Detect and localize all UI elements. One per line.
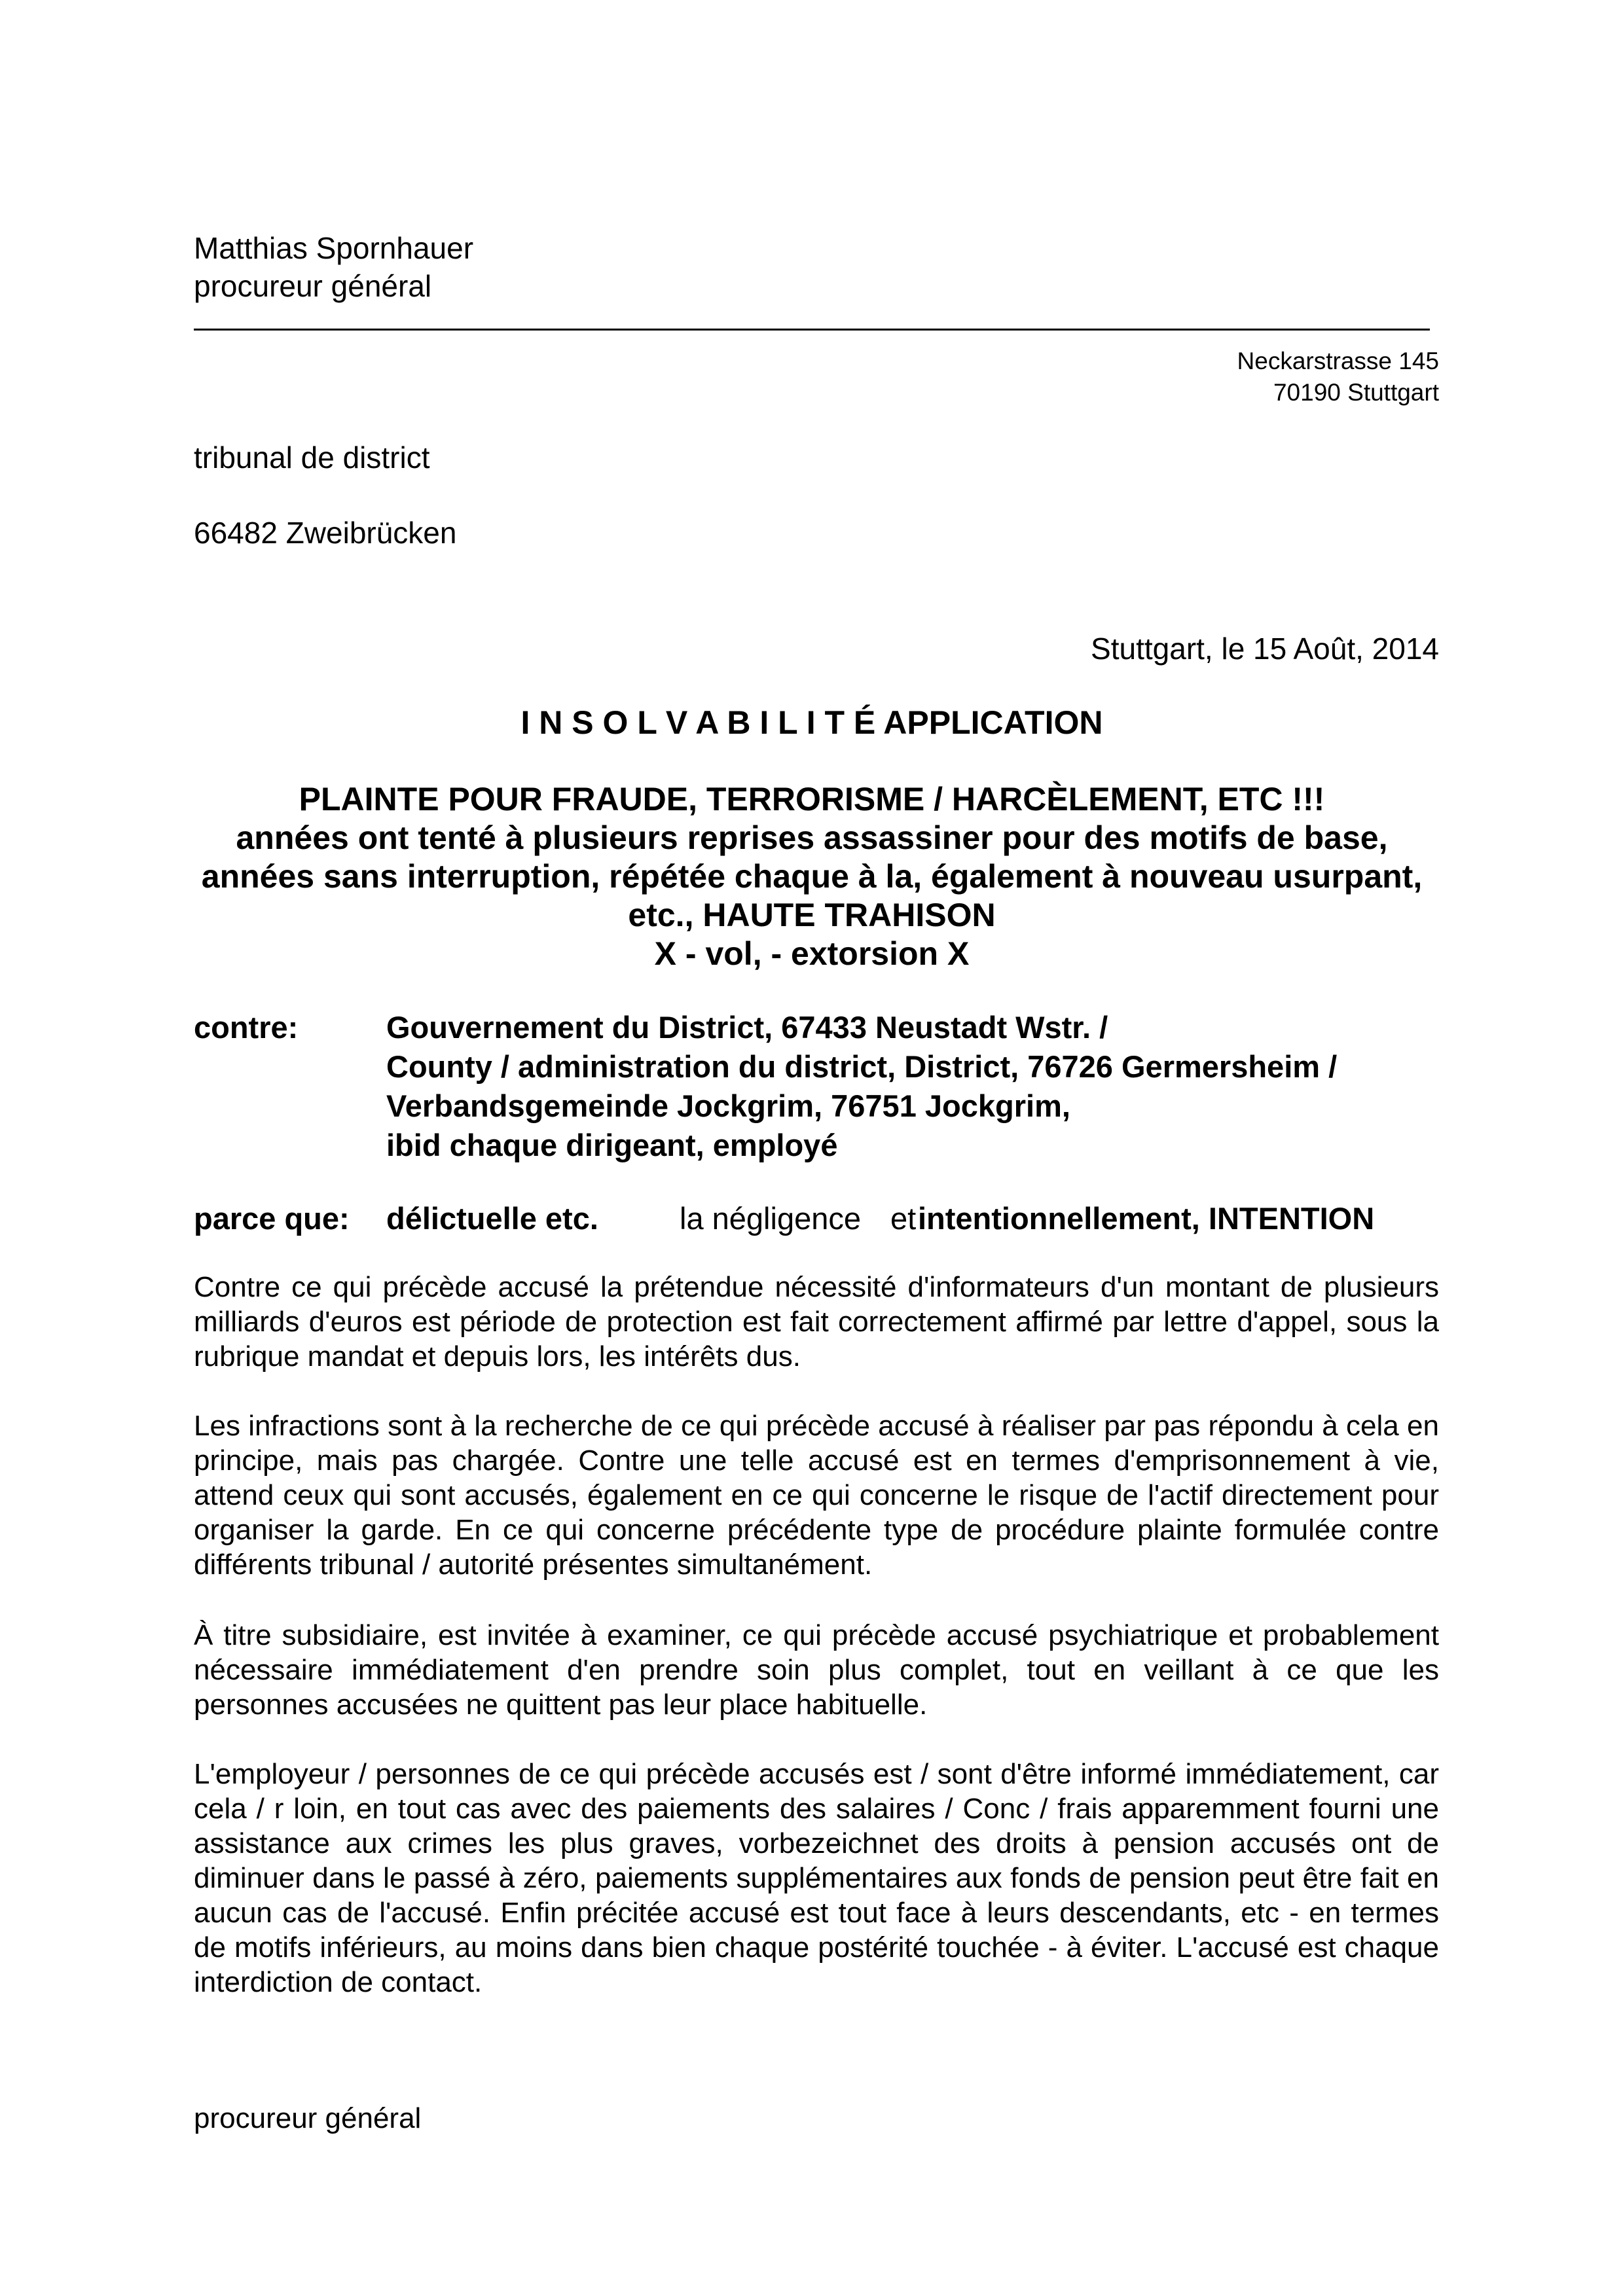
body-paragraph-1: Contre ce qui précède accusé la prétendue nécessité d'informateurs d'un montant de plusieurs milliards d'euros est période de protection est fait correctement affirmé par lettre d'appel, sous la rubrique mandat et depuis lors, les intérêts dus. xyxy=(194,1271,1439,1372)
contre-line: County / administration du district, District, 76726 Germersheim / xyxy=(386,1049,1338,1084)
body-paragraph-2: Les infractions sont à la recherche de ce qui précède accusé à réaliser par pas répondu à cela en principe, mais pas chargée. Contre une telle accusé est en termes d'emprisonnement à vie, attend ceux qui sont accusés, également en ce qui concerne le risque de l'actif directement pour organiser la garde. En ce qui concerne précédente type de procédure plainte formulée contre différents tribunal / autorité présentes simultanément. xyxy=(194,1410,1439,1581)
address-street: Neckarstrasse 145 xyxy=(1237,348,1439,374)
contre-line: Verbandsgemeinde Jockgrim, 76751 Jockgrim, xyxy=(386,1088,1070,1123)
body-paragraph-4: L'employeur / personnes de ce qui précède accusés est / sont d'être informé immédiatement, car cela / r loin, en tout cas avec des paiements des salaires / Conc / frais apparemment fourni une assistance aux crimes les plus graves, vorbezeichnet des droits à pension accusés ont de diminuer dans le passé à zéro, paiements supplémentaires aux fonds de pension peut être fait en aucun cas de l'accusé. Enfin précitée accusé est tout face à leurs descendants, etc - en termes de motifs inférieurs, au moins dans bien chaque postérité touchée - à éviter. L'accusé est chaque interdiction de contact. xyxy=(194,1758,1439,1998)
parceque-value: délictuelle etc. xyxy=(386,1201,598,1236)
sender-name: Matthias Spornhauer xyxy=(194,231,474,265)
subject-line: X - vol, - extorsion X xyxy=(654,935,970,972)
parceque-intention: intentionnellement, INTENTION xyxy=(918,1201,1375,1236)
parceque-connector: et xyxy=(890,1201,917,1236)
letter-date: Stuttgart, le 15 Août, 2014 xyxy=(1091,632,1439,666)
header-divider xyxy=(194,329,1430,331)
contre-line: ibid chaque dirigeant, employé xyxy=(386,1128,838,1162)
subject-line: années ont tenté à plusieurs reprises assassiner pour des motifs de base, xyxy=(236,819,1388,856)
document-headline: I N S O L V A B I L I T É APPLICATION xyxy=(520,704,1103,741)
contre-label: contre: xyxy=(194,1010,299,1045)
contre-line: Gouvernement du District, 67433 Neustadt Wstr. / xyxy=(386,1010,1108,1045)
signature: procureur général xyxy=(194,2102,422,2134)
sender-title: procureur général xyxy=(194,269,432,303)
address-city: 70190 Stuttgart xyxy=(1273,379,1439,406)
subject-line: etc., HAUTE TRAHISON xyxy=(628,897,996,933)
subject-line: PLAINTE POUR FRAUDE, TERRORISME / HARCÈLEMENT, ETC !!! xyxy=(299,781,1325,817)
recipient-line2: 66482 Zweibrücken xyxy=(194,516,457,550)
parceque-negligence: la négligence xyxy=(680,1201,861,1236)
contre-list xyxy=(386,1008,1337,1165)
recipient-line1: tribunal de district xyxy=(194,440,430,475)
body-paragraph-3: À titre subsidiaire, est invitée à examiner, ce qui précède accusé psychiatrique et probablement nécessaire immédiatement d'en prendre soin plus complet, tout en veillant à ce que les personnes accusées ne quittent pas leur place habituelle. xyxy=(194,1619,1439,1721)
parceque-label: parce que: xyxy=(194,1201,350,1236)
subject-line: années sans interruption, répétée chaque à la, également à nouveau usurpant, xyxy=(201,858,1423,895)
